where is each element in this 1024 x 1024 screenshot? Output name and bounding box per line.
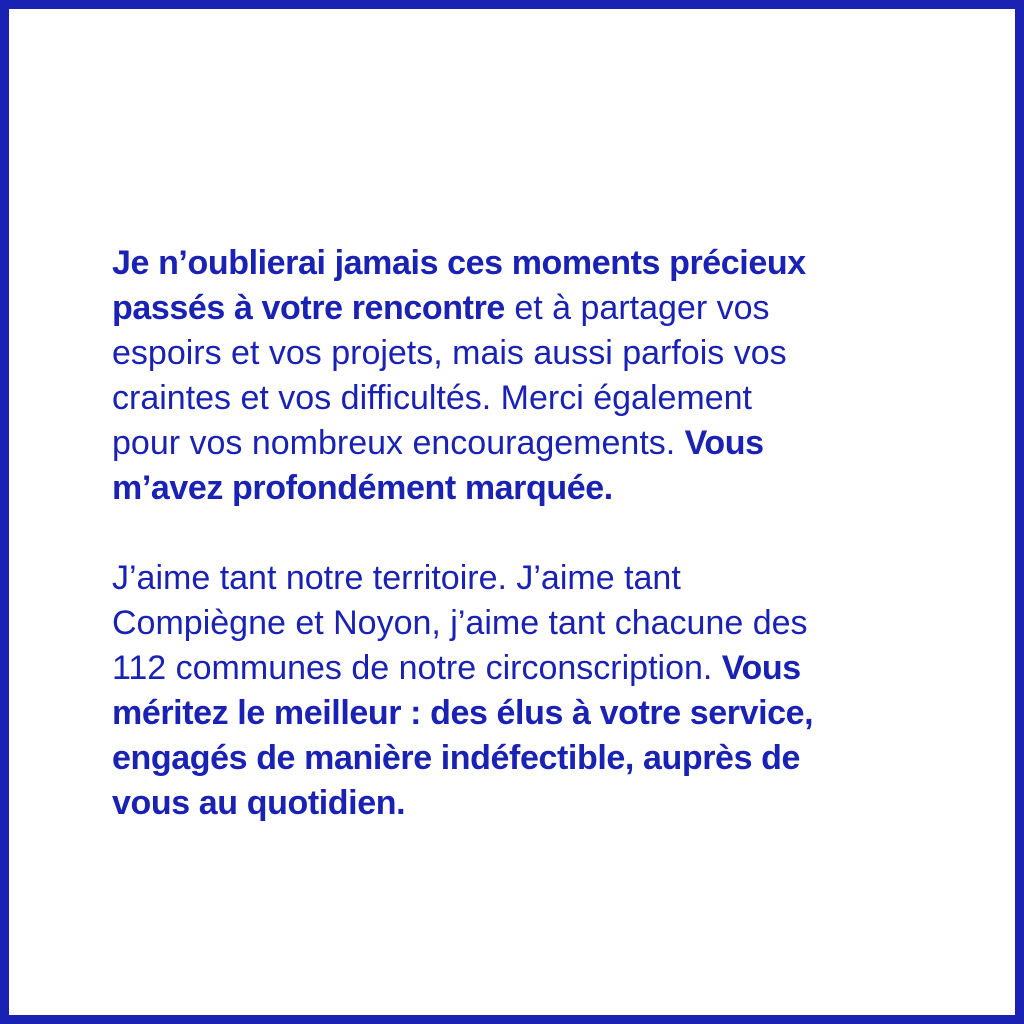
paragraph-territory bbox=[112, 556, 942, 826]
text-line bbox=[112, 286, 942, 331]
text-line bbox=[112, 331, 942, 376]
text-line bbox=[112, 646, 942, 691]
regular-text: espoirs et vos projets, mais aussi parfois vos bbox=[112, 334, 787, 372]
regular-text: craintes et vos difficultés. Merci également bbox=[112, 379, 752, 417]
regular-text: J’aime tant notre territoire. J’aime tant bbox=[112, 559, 681, 597]
bold-text: passés à votre rencontre bbox=[112, 289, 505, 327]
text-line bbox=[112, 376, 942, 421]
paragraph-gratitude bbox=[112, 241, 942, 511]
text-line bbox=[112, 736, 942, 781]
regular-text: Compiègne et Noyon, j’aime tant chacune des bbox=[112, 604, 808, 642]
bold-text: engagés de manière indéfectible, auprès de bbox=[112, 739, 801, 777]
message-text-block bbox=[112, 241, 942, 826]
text-line bbox=[112, 691, 942, 736]
regular-text: pour vos nombreux encouragements. bbox=[112, 424, 685, 462]
bold-text: m’avez profondément marquée. bbox=[112, 469, 613, 507]
bold-text: Vous bbox=[721, 649, 801, 687]
regular-text: 112 communes de notre circonscription. bbox=[112, 649, 722, 687]
regular-text: et à partager vos bbox=[504, 289, 770, 327]
bold-text: vous au quotidien. bbox=[112, 784, 406, 822]
text-line bbox=[112, 781, 942, 826]
text-line bbox=[112, 241, 942, 286]
text-line bbox=[112, 466, 942, 511]
bold-text: Je n’oublierai jamais ces moments précieux bbox=[112, 244, 806, 282]
text-line bbox=[112, 556, 942, 601]
text-line bbox=[112, 601, 942, 646]
text-line bbox=[112, 421, 942, 466]
bold-text: Vous bbox=[684, 424, 764, 462]
bold-text: méritez le meilleur : des élus à votre service, bbox=[112, 694, 814, 732]
